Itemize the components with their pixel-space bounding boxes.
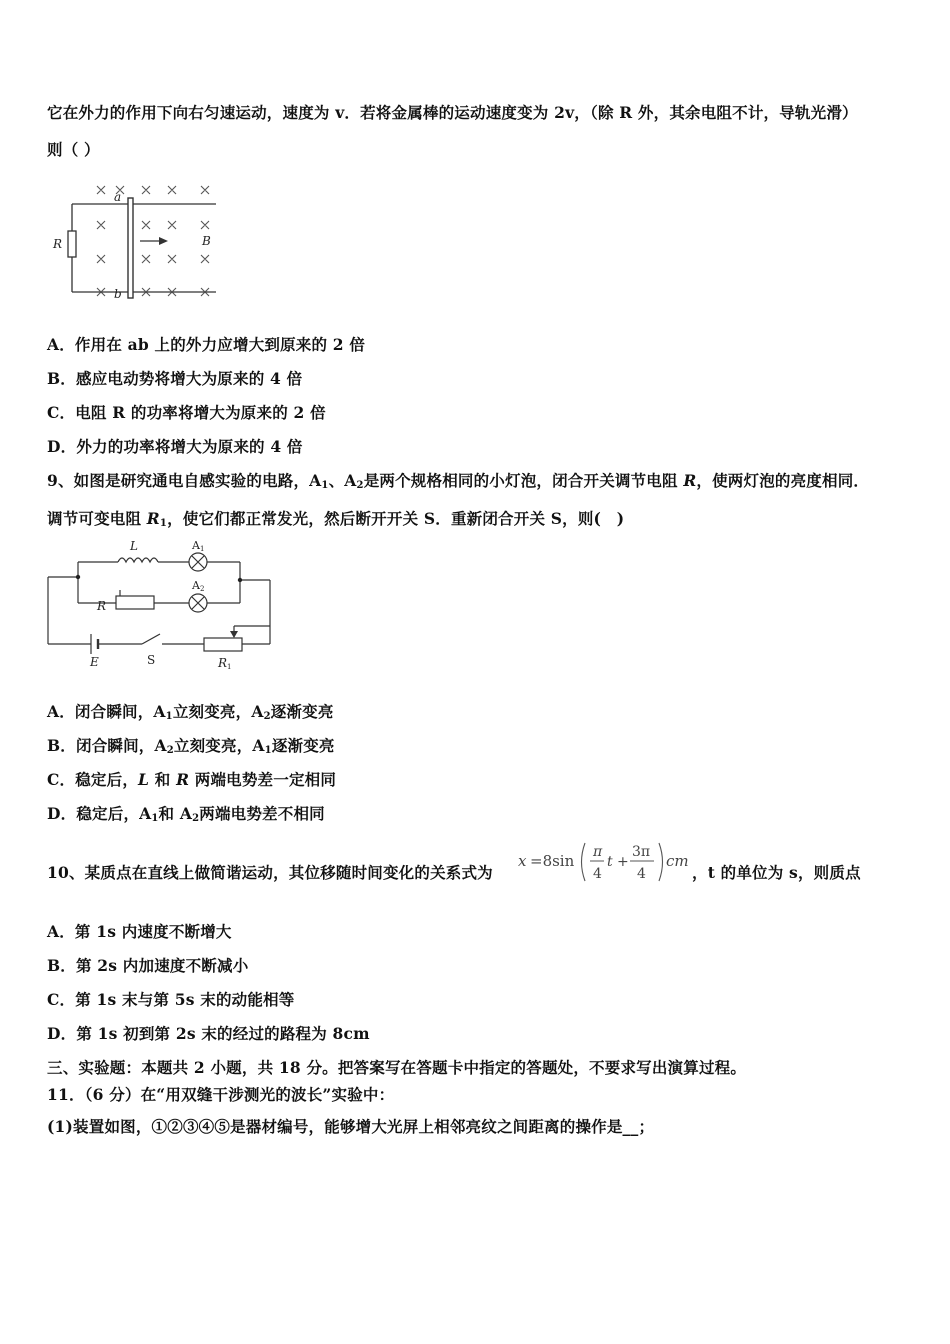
q10-option-a: A．第 1s 内速度不断增大 [47,922,232,941]
label-B: B [202,234,211,248]
label-R: R [53,237,63,251]
q8-option-c: C．电阻 R 的功率将增大为原来的 2 倍 [47,403,326,422]
q9-option-b: B．闭合瞬间，$A_2$立刻变亮，$A_1$逐渐变亮 [47,736,335,756]
q8-stem-line2: 则（ ） [47,140,100,159]
label-A1: A1 [192,539,205,553]
q9-stem-line1: 9、如图是研究通电自感实验的电路，$A_1$、$A_2$是两个规格相同的小灯泡，闭合开关调节电阻 R，使两灯泡的亮度相同． [47,471,870,491]
q10-formula [516,838,692,890]
q11-part1: (1)装置如图，①②③④⑤是器材编号，能够增大光屏上相邻亮纹之间距离的操作是__； [47,1117,655,1136]
label-S: S [147,653,156,667]
q8-rail-figure [48,182,228,307]
svg-text:t: t [607,854,613,870]
q8-option-a: A．作用在 ab 上的外力应增大到原来的 2 倍 [47,335,366,354]
svg-text:4: 4 [637,866,646,882]
q10-option-c: C．第 1s 末与第 5s 末的动能相等 [47,990,295,1009]
label-R: R [97,599,107,613]
q9-option-c: C．稳定后，L 和 R 两端电势差一定相同 [47,770,337,789]
svg-text:cm: cm [666,852,689,870]
q9-option-d: D．稳定后，$A_1$和 $A_2$两端电势差不相同 [47,804,325,824]
q8-option-b: B．感应电动势将增大为原来的 4 倍 [47,369,303,388]
q11-title: 11．（6 分）在“用双缝干涉测光的波长”实验中： [47,1085,395,1104]
svg-text:4: 4 [593,866,602,882]
q10-stem-before: 10、某质点在直线上做简谐运动，其位移随时间变化的关系式为 [47,863,493,882]
q8-stem-line1: 它在外力的作用下向右匀速运动，速度为 v．若将金属棒的运动速度变为 2v，（除 R 外，其余电阻不计，导轨光滑） [47,103,858,122]
svg-text:+: + [617,854,629,870]
label-b: b [114,287,122,301]
label-E: E [90,655,99,669]
label-A2: A2 [192,579,205,593]
svg-text:3π: 3π [632,844,651,860]
svg-text:π: π [593,844,603,860]
q10-option-b: B．第 2s 内加速度不断减小 [47,956,249,975]
q9-option-a: A．闭合瞬间，$A_1$立刻变亮，$A_2$逐渐变亮 [47,702,334,722]
section3-heading: 三、实验题：本题共 2 小题，共 18 分。把答案写在答题卡中指定的答题处，不要求写出演算过程。 [47,1058,747,1077]
q9-circuit-figure [42,536,282,676]
q10-option-d: D．第 1s 初到第 2s 末的经过的路程为 8cm [47,1024,370,1043]
q8-option-d: D．外力的功率将增大为原来的 4 倍 [47,437,303,456]
q10-stem-after: ，t 的单位为 s，则质点 [692,863,861,882]
label-L: L [130,539,138,553]
svg-text:x: x [518,852,527,870]
q9-stem-line2: 调节可变电阻 $R_1$，使它们都正常发光，然后断开开关 S．重新闭合开关 S，则( ) [47,509,625,529]
svg-text:=8sin: =8sin [530,852,575,870]
label-a: a [114,190,122,204]
label-R1: R1 [218,656,232,671]
